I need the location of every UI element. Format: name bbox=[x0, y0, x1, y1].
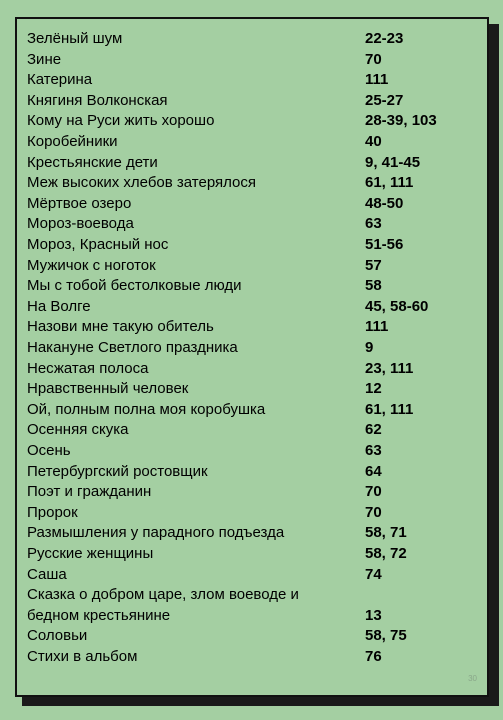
page-references: 58, 71 bbox=[365, 524, 407, 542]
index-row bbox=[27, 214, 477, 234]
page-number: 30 bbox=[468, 674, 477, 683]
index-row bbox=[27, 70, 477, 90]
index-row bbox=[27, 194, 477, 214]
index-row bbox=[27, 111, 477, 131]
index-row bbox=[27, 317, 477, 337]
page-references: 9, 41-45 bbox=[365, 153, 421, 171]
index-row bbox=[27, 647, 477, 667]
index-row bbox=[27, 256, 477, 276]
poem-title: Крестьянские дети bbox=[27, 153, 158, 171]
page-references: 61, 111 bbox=[365, 174, 414, 192]
index-row bbox=[27, 132, 477, 152]
page-references: 23, 111 bbox=[365, 359, 414, 377]
page-references: 64 bbox=[365, 462, 382, 480]
index-row bbox=[27, 441, 477, 461]
page-references: 63 bbox=[365, 215, 382, 233]
page-references: 61, 111 bbox=[365, 400, 414, 418]
poem-title: Зелёный шум bbox=[27, 30, 123, 47]
index-row bbox=[27, 462, 477, 482]
poem-title: Саша bbox=[27, 565, 67, 583]
poem-title: Коробейники bbox=[27, 133, 118, 150]
page-references: 70 bbox=[365, 503, 382, 521]
page-references: 28-39, 103 bbox=[365, 112, 437, 130]
index-row bbox=[27, 276, 477, 296]
index-row bbox=[27, 565, 477, 585]
index-row bbox=[27, 91, 477, 111]
page-references: 25-27 bbox=[365, 91, 404, 109]
poem-title: Ой, полным полна моя коробушка bbox=[27, 400, 266, 418]
index-row bbox=[27, 420, 477, 440]
poem-title: Назови мне такую обитель bbox=[27, 318, 214, 336]
poem-title: Русские женщины bbox=[27, 545, 154, 562]
page-references: 45, 58-60 bbox=[365, 297, 429, 315]
index-row bbox=[27, 482, 477, 502]
poem-title: Нравственный человек bbox=[27, 380, 189, 398]
poem-title: Поэт и гражданин bbox=[27, 483, 152, 501]
index-row bbox=[27, 153, 477, 173]
page-references: 76 bbox=[365, 647, 382, 665]
poem-title: Осень bbox=[27, 442, 71, 459]
index-row bbox=[27, 544, 477, 564]
page-references: 22-23 bbox=[365, 30, 404, 47]
poem-title: Кому на Руси жить хорошо bbox=[27, 112, 215, 130]
page-references: 62 bbox=[365, 421, 382, 439]
page-references: 13 bbox=[365, 606, 382, 624]
poem-title: Несжатая полоса bbox=[27, 359, 149, 377]
page-references: 48-50 bbox=[365, 194, 404, 212]
poem-title: Мёртвое озеро bbox=[27, 194, 132, 212]
page-references: 9 bbox=[365, 339, 374, 356]
index-row bbox=[27, 400, 477, 420]
poem-title: Мы с тобой бестолковые люди bbox=[27, 277, 242, 295]
page-references: 58, 72 bbox=[365, 545, 407, 562]
poem-title: Мороз-воевода bbox=[27, 215, 134, 233]
index-row bbox=[27, 503, 477, 523]
index-row bbox=[27, 29, 477, 49]
index-row bbox=[27, 585, 477, 626]
index-row bbox=[27, 523, 477, 543]
page-references: 40 bbox=[365, 133, 382, 150]
page-references: 111 bbox=[365, 318, 389, 336]
index-row bbox=[27, 297, 477, 317]
poem-title: Княгиня Волконская bbox=[27, 91, 168, 109]
index-row bbox=[27, 626, 477, 646]
page-references: 58 bbox=[365, 277, 382, 295]
index-row bbox=[27, 338, 477, 358]
index-row bbox=[27, 173, 477, 193]
poem-title: Меж высоких хлебов затерялося bbox=[27, 174, 257, 192]
page-references: 63 bbox=[365, 442, 382, 459]
index-row bbox=[27, 379, 477, 399]
page-references: 12 bbox=[365, 380, 382, 398]
page-references: 70 bbox=[365, 50, 382, 68]
poem-title: Катерина bbox=[27, 71, 93, 89]
poem-title: Сказка о добром царе, злом воеводе и бедном крестьянине bbox=[27, 586, 299, 624]
poem-title: Размышления у парадного подъезда bbox=[27, 524, 285, 542]
poem-title: Стихи в альбом bbox=[27, 647, 138, 665]
poem-title: Мороз, Красный нос bbox=[27, 236, 169, 253]
page-references: 57 bbox=[365, 256, 382, 274]
poem-title: Пророк bbox=[27, 503, 78, 521]
index-row bbox=[27, 359, 477, 379]
page-references: 74 bbox=[365, 565, 382, 583]
poem-title: Осенняя скука bbox=[27, 421, 129, 439]
index-page bbox=[15, 17, 489, 697]
poem-title: Зине bbox=[27, 50, 62, 68]
page-references: 51-56 bbox=[365, 236, 404, 253]
poem-title: Соловьи bbox=[27, 627, 88, 645]
index-row bbox=[27, 235, 477, 255]
poem-title: Мужичок с ноготок bbox=[27, 256, 156, 274]
poem-title: На Волге bbox=[27, 297, 91, 315]
page-references: 70 bbox=[365, 483, 382, 501]
poem-title: Накануне Светлого праздника bbox=[27, 339, 238, 356]
page-references: 58, 75 bbox=[365, 627, 407, 645]
index-row bbox=[27, 50, 477, 70]
page-references: 111 bbox=[365, 71, 389, 89]
poem-title: Петербургский ростовщик bbox=[27, 462, 208, 480]
